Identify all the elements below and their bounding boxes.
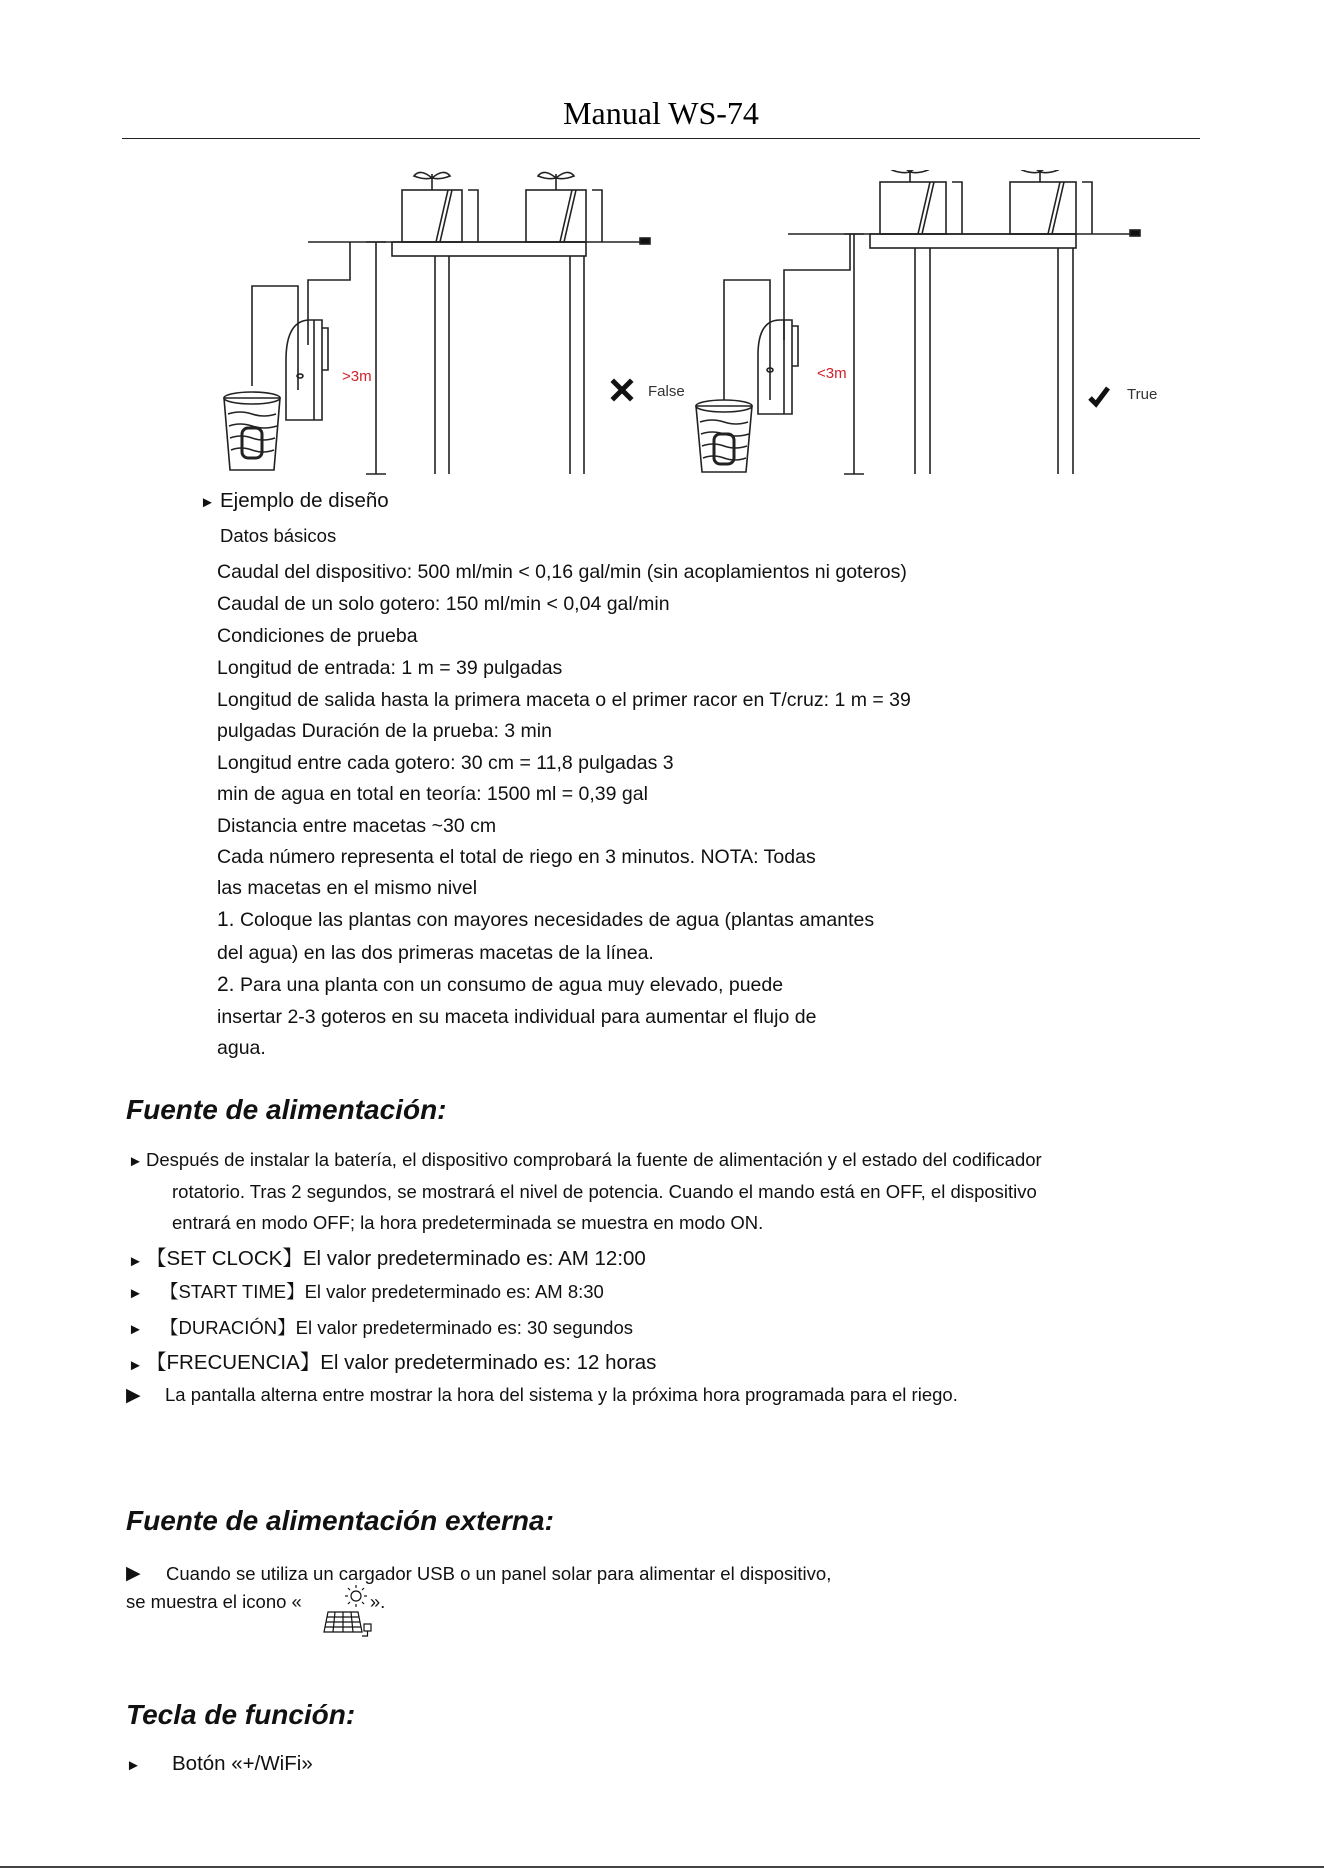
bullet-icon: ► [128, 1153, 143, 1170]
bullet-icon: ► [128, 1285, 143, 1302]
bullet-icon: ► [128, 1357, 143, 1374]
external-heading: Fuente de alimentación externa: [126, 1505, 554, 1536]
default-duration: 【DURACIÓN】El valor predeterminado es: 30 segundos [160, 1317, 633, 1338]
left-scene [224, 172, 650, 474]
design-line: Distancia entre macetas ~30 cm [217, 815, 497, 837]
design-line: Condiciones de prueba [217, 625, 418, 647]
design-line: Longitud de entrada: 1 m = 39 pulgadas [217, 657, 563, 679]
height-label-right: <3m [817, 365, 847, 382]
page-bottom-border [0, 1866, 1324, 1868]
note-1-line1: Coloque las plantas con mayores necesidades de agua (plantas amantes [239, 909, 875, 931]
external-line1: Cuando se utiliza un cargador USB o un panel solar para alimentar el dispositivo, [166, 1563, 832, 1584]
power-note: La pantalla alterna entre mostrar la hora del sistema y la próxima hora programada para el riego. [165, 1384, 958, 1405]
design-line: min de agua en total en teoría: 1500 ml = 0,39 gal [217, 783, 648, 805]
note-2-line2: insertar 2-3 goteros en su maceta individual para aumentar el flujo de [217, 1006, 817, 1028]
bullet-icon: ► [200, 494, 215, 511]
design-line: pulgadas Duración de la prueba: 3 min [217, 720, 552, 742]
cross-icon [614, 382, 630, 398]
note-1-line2: del agua) en las dos primeras macetas de la línea. [217, 942, 654, 964]
design-line: Longitud de salida hasta la primera maceta o el primer racor en T/cruz: 1 m = 39 [217, 689, 911, 711]
external-line2-prefix: se muestra el icono « [126, 1591, 302, 1612]
page-header [122, 92, 1200, 139]
bullet-icon: ► [128, 1253, 143, 1270]
power-intro-line: rotatorio. Tras 2 segundos, se mostrará el nivel de potencia. Cuando el mando está en OFF, el dispositivo [172, 1181, 1037, 1202]
design-heading: Ejemplo de diseño [220, 489, 389, 512]
default-start-time: 【START TIME】El valor predeterminado es: AM 8:30 [160, 1281, 604, 1302]
design-line: Caudal de un solo gotero: 150 ml/min < 0,04 gal/min [217, 593, 670, 615]
installation-diagram [210, 170, 1180, 480]
power-heading: Fuente de alimentación: [126, 1094, 447, 1125]
note-2-line1: Para una planta con un consumo de agua muy elevado, puede [239, 974, 784, 996]
bullet-icon: ▶ [126, 1563, 141, 1584]
function-key-item: Botón «+/WiFi» [172, 1752, 313, 1775]
power-intro-line: Después de instalar la batería, el dispositivo comprobará la fuente de alimentación y el estado del codificador [146, 1149, 1042, 1170]
note-2 [217, 973, 783, 997]
default-set-clock: 【SET CLOCK】El valor predeterminado es: AM 12:00 [146, 1247, 646, 1270]
note-2-number: 2. [217, 973, 235, 996]
check-icon [1090, 388, 1108, 404]
right-scene [696, 170, 1140, 474]
note-1-number: 1. [217, 908, 235, 931]
function-key-heading: Tecla de función: [126, 1699, 356, 1730]
note-2-line3: agua. [217, 1037, 266, 1059]
design-line: Cada número representa el total de riego en 3 minutos. NOTA: Todas [217, 846, 816, 868]
power-intro-line: entrará en modo OFF; la hora predeterminada se muestra en modo ON. [172, 1212, 764, 1233]
design-line: Caudal del dispositivo: 500 ml/min < 0,16 gal/min (sin acoplamientos ni goteros) [217, 561, 907, 583]
bullet-icon: ► [128, 1321, 143, 1338]
bullet-icon: ► [126, 1757, 141, 1774]
verdict-true: True [1127, 386, 1158, 403]
page-title: Manual WS-74 [563, 95, 759, 131]
bullet-icon: ▶ [126, 1385, 141, 1406]
height-label-left: >3m [342, 368, 372, 385]
note-1 [217, 908, 874, 932]
verdict-false: False [648, 383, 685, 400]
external-line2-suffix: ». [369, 1591, 386, 1612]
default-frequency: 【FRECUENCIA】El valor predeterminado es: 12 horas [146, 1351, 657, 1374]
design-line: las macetas en el mismo nivel [217, 877, 478, 899]
design-subheading: Datos básicos [220, 525, 337, 546]
design-line: Longitud entre cada gotero: 30 cm = 11,8 pulgadas 3 [217, 752, 674, 774]
solar-panel-icon [318, 1584, 380, 1638]
